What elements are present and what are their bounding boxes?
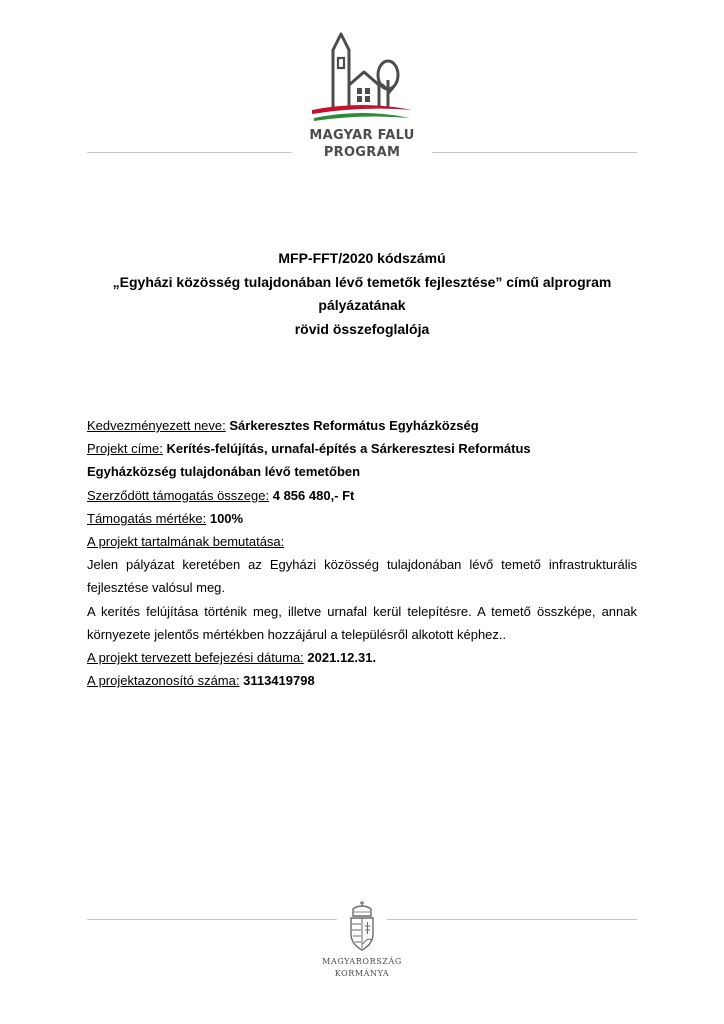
beneficiary-label: Kedvezményezett neve:: [87, 418, 226, 433]
completion-date-label: A projekt tervezett befejezési dátuma:: [87, 650, 304, 666]
header-divider-left: [87, 152, 292, 153]
project-id-row: [87, 669, 637, 692]
project-title-row: [87, 437, 637, 460]
project-title-label: Projekt címe:: [87, 441, 163, 457]
government-text-line2: KORMÁNYA: [334, 969, 390, 978]
header-divider-right: [432, 152, 637, 153]
project-id-label: A projektazonosító száma:: [87, 673, 240, 689]
grant-rate-label: Támogatás mértéke:: [87, 510, 207, 526]
description-paragraph-1: Jelen pályázat keretében az Egyházi közösség tulajdonában lévő temető infrastrukturális fejlesztése valósul meg.: [87, 557, 637, 596]
project-id-value: 3113419798: [243, 673, 315, 689]
description-paragraph-2: A kerítés felújítása történik meg, illetve urnafal kerül telepítésre. A temető összképe, annak környezete jelentős mértékben hozzájárul a településről alkotott képhez..: [87, 603, 637, 642]
title-line-summary: rövid összefoglalója: [294, 320, 430, 337]
logo-text-line1: MAGYAR FALU: [309, 128, 415, 143]
project-title-row-cont: [87, 460, 637, 483]
grant-amount-value: 4 856 480,- Ft: [272, 487, 355, 503]
grant-rate-value: 100%: [209, 510, 244, 526]
completion-date-value: 2021.12.31.: [307, 650, 377, 666]
beneficiary-value: Sárkeresztes Református Egyházközség: [229, 418, 479, 433]
description-heading-row: [87, 530, 637, 553]
project-title-value-line2: Egyházközség tulajdonában lévő temetőben: [87, 464, 361, 480]
hungarian-coat-of-arms-icon: [344, 900, 380, 952]
logo-text-line2: PROGRAM: [323, 145, 401, 160]
grant-amount-row: [87, 484, 637, 507]
beneficiary-row: [87, 414, 637, 437]
project-title-value-line1: Kerítés-felújítás, urnafal-építés a Sárkeresztesi Református: [166, 441, 531, 457]
village-church-icon: [300, 30, 424, 130]
grant-amount-label: Szerződött támogatás összege:: [87, 487, 270, 503]
title-line-code: MFP-FFT/2020 kódszámú: [278, 250, 446, 266]
summary-content: [87, 414, 637, 692]
completion-date-row: [87, 646, 637, 669]
description-label: A projekt tartalmának bemutatása:: [87, 534, 285, 550]
footer-divider-left: [87, 919, 337, 920]
title-line-program: „Egyházi közösség tulajdonában lévő temetők fejlesztése” című alprogram: [112, 273, 612, 290]
grant-rate-row: [87, 507, 637, 530]
government-text-line1: MAGYARORSZÁG: [322, 957, 402, 966]
footer-divider-right: [387, 919, 637, 920]
document-title: [87, 247, 637, 341]
title-line-application: pályázatának: [318, 297, 406, 313]
